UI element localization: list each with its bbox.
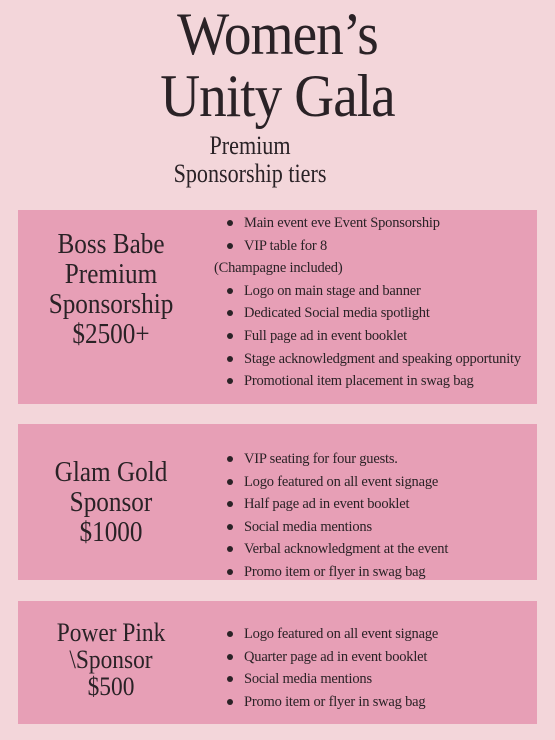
tier-name-line: Glam Gold [54, 457, 168, 488]
tier-name-line: Power Pink [56, 618, 166, 647]
bullet-icon [227, 501, 233, 507]
bullet-icon [227, 243, 233, 249]
benefit-list [224, 623, 438, 713]
benefit-item: Promotional item placement in swag bag [224, 370, 521, 393]
benefit-item: Half page ad in event booklet [224, 493, 448, 516]
subtitle-line-2: Sponsorship tiers [173, 159, 327, 188]
bullet-icon [227, 524, 233, 530]
benefit-item: Promo item or flyer in swag bag [224, 691, 438, 714]
title-line-2: Unity Gala [160, 63, 395, 129]
subtitle-line-1: Premium [209, 131, 291, 160]
tier-title [18, 619, 204, 700]
benefit-item: VIP seating for four guests. [224, 448, 448, 471]
tier-price: $2500+ [72, 319, 150, 350]
bullet-icon [227, 310, 233, 316]
benefit-item: Verbal acknowledgment at the event [224, 538, 448, 561]
benefit-item: Promo item or flyer in swag bag [224, 561, 448, 584]
tier-price: $500 [87, 672, 135, 701]
bullet-icon [227, 676, 233, 682]
bullet-icon [227, 479, 233, 485]
tier-name-line: Sponsorship [48, 289, 174, 320]
benefit-list [224, 448, 448, 584]
tier-title [18, 230, 204, 350]
benefit-item: Full page ad in event booklet [224, 325, 521, 348]
tier-name-line: \Sponsor [69, 645, 153, 674]
bullet-icon [227, 699, 233, 705]
tier-card-boss-babe [18, 210, 537, 404]
bullet-icon [227, 288, 233, 294]
bullet-icon [227, 333, 233, 339]
tier-title [18, 458, 204, 548]
bullet-icon [227, 546, 233, 552]
bullet-icon [227, 654, 233, 660]
benefit-item: Stage acknowledgment and speaking opportunity [224, 348, 521, 371]
tier-price: $1000 [79, 517, 143, 548]
title-line-1: Women’s [177, 1, 378, 67]
benefit-item: Main event eve Event Sponsorship [224, 212, 521, 235]
tier-card-power-pink [18, 601, 537, 724]
bullet-icon [227, 456, 233, 462]
bullet-icon [227, 631, 233, 637]
tier-card-glam-gold [18, 424, 537, 580]
benefit-item: Dedicated Social media spotlight [224, 302, 521, 325]
bullet-icon [227, 356, 233, 362]
tier-name-line: Premium [64, 259, 158, 290]
tier-name-line: Boss Babe [57, 229, 165, 260]
benefit-item: Quarter page ad in event booklet [224, 646, 438, 669]
benefit-item: Social media mentions [224, 516, 448, 539]
bullet-icon [227, 220, 233, 226]
bullet-icon [227, 569, 233, 575]
bullet-icon [227, 378, 233, 384]
benefit-item: Logo featured on all event signage [224, 471, 448, 494]
benefit-item: Social media mentions [224, 668, 438, 691]
benefit-list [214, 212, 521, 393]
benefit-item: Logo on main stage and banner [224, 280, 521, 303]
benefit-item: (Champagne included) [214, 260, 343, 277]
benefit-item: Logo featured on all event signage [224, 623, 438, 646]
benefit-item: VIP table for 8 [224, 235, 521, 258]
tier-name-line: Sponsor [69, 487, 153, 518]
